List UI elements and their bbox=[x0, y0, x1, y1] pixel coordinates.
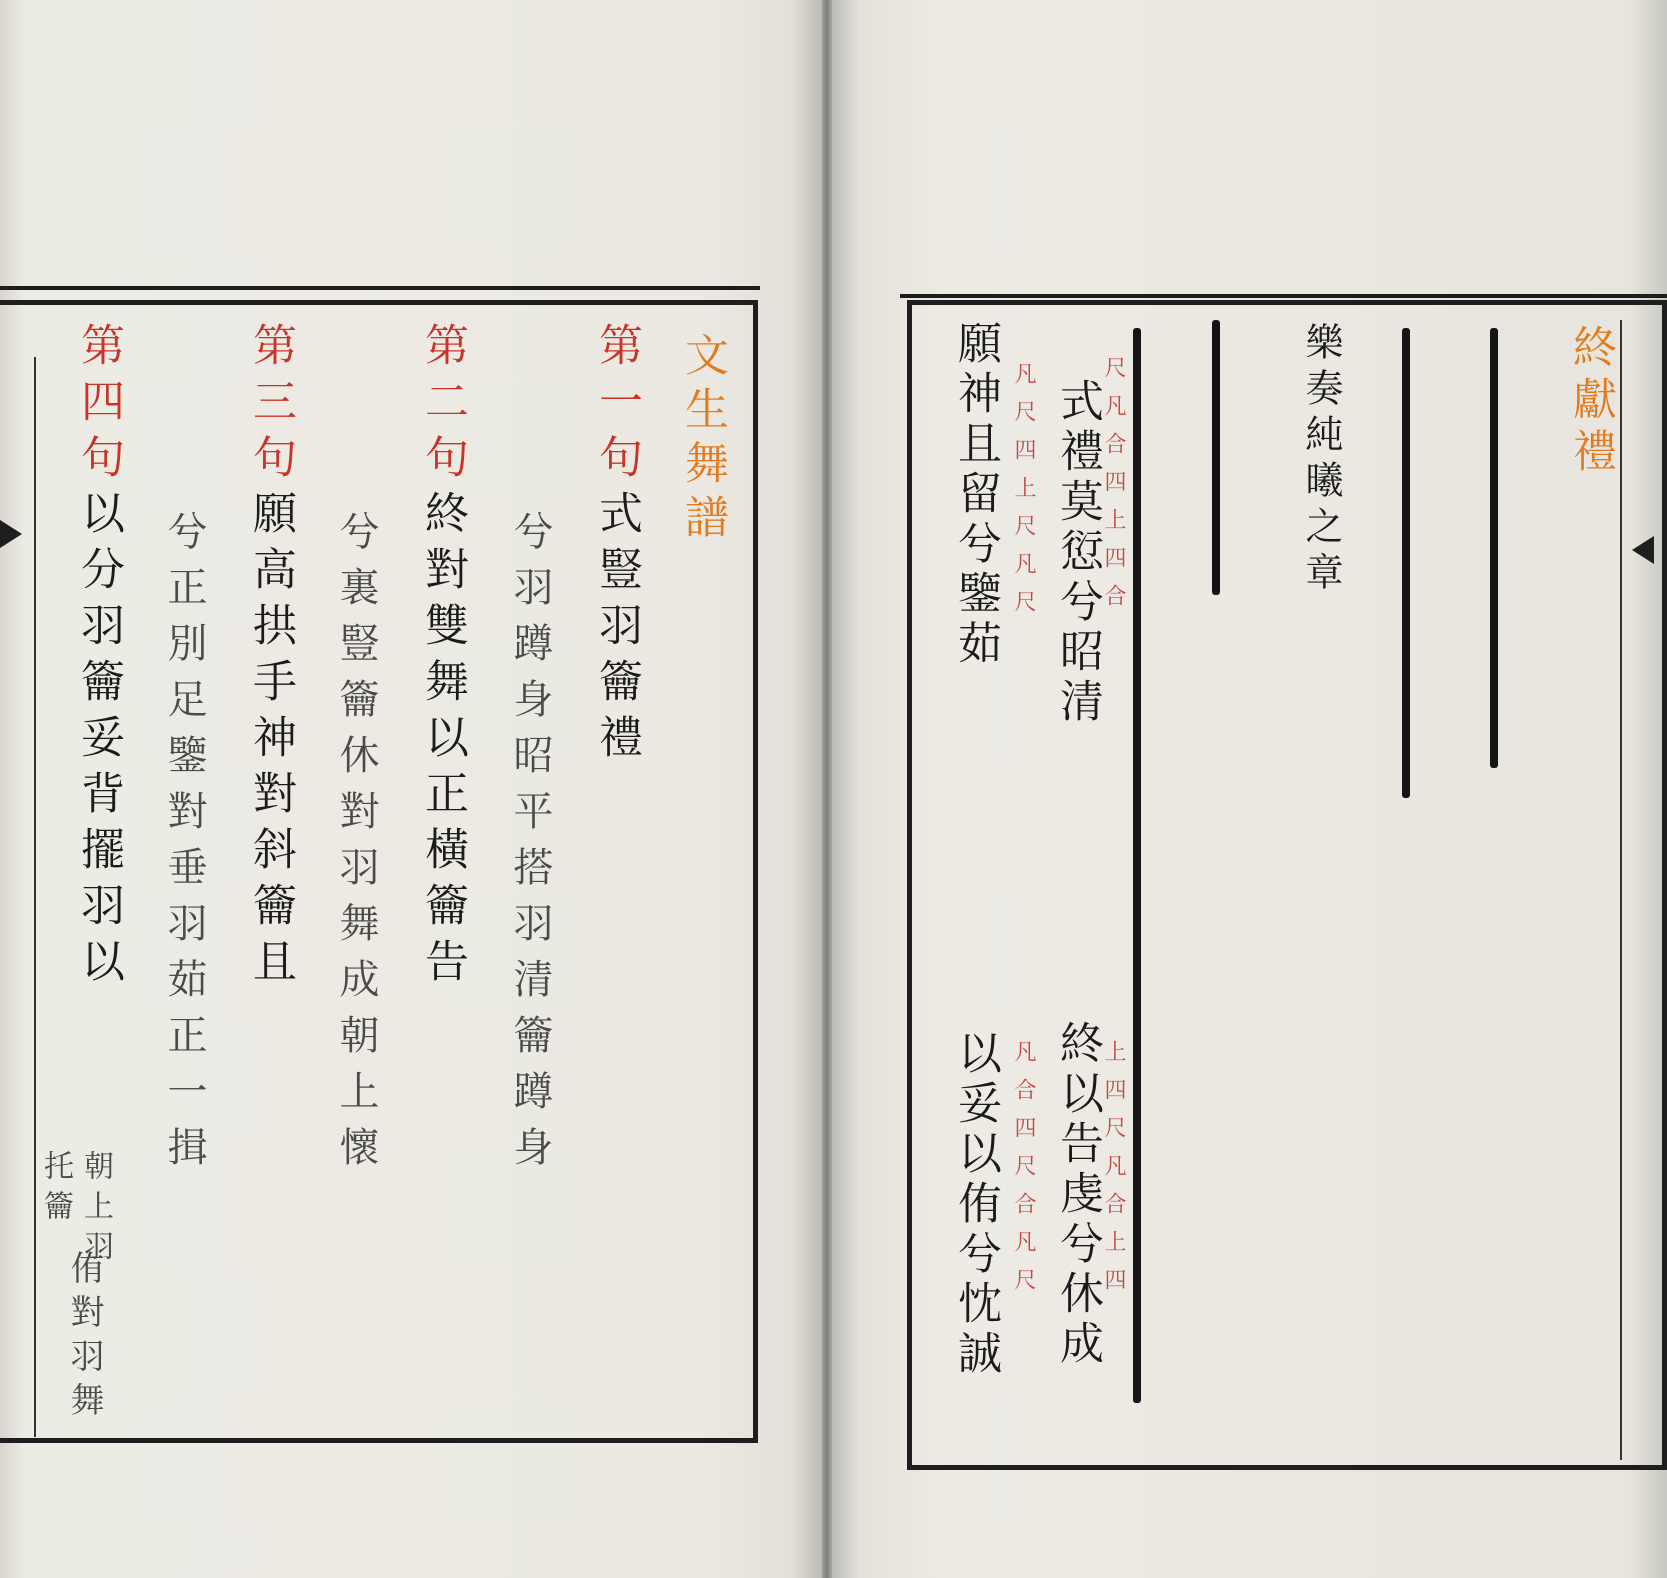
left-fishtail bbox=[0, 520, 22, 548]
right-heading: 樂奏純曦之章 bbox=[1299, 322, 1343, 598]
column-6 bbox=[154, 510, 214, 1182]
left-inner-rule bbox=[34, 357, 36, 1437]
column-4 bbox=[326, 510, 386, 1182]
column-6-sub: 正一揖 bbox=[161, 1014, 207, 1182]
lyric-line-2: 願神且留兮鑒茹 bbox=[950, 320, 1001, 670]
column-3 bbox=[412, 322, 472, 994]
column-7 bbox=[68, 322, 128, 994]
column-1 bbox=[586, 322, 646, 770]
notation-1a: 尺凡合四上四合 bbox=[1101, 356, 1126, 622]
column-7-sub2: 托籥 bbox=[38, 1150, 73, 1230]
column-7-main: 以分羽籥妥背擺羽以 bbox=[73, 490, 124, 994]
notation-1b: 凡尺四上尺凡尺 bbox=[1011, 362, 1036, 628]
column-4-main: 兮裏豎籥休對羽舞成 bbox=[333, 510, 379, 1014]
lyric-line-4: 以妥以侑兮忱誠 bbox=[950, 1030, 1001, 1380]
lyric-line-1: 式禮莫愆兮昭清 bbox=[1052, 378, 1103, 728]
manchu-column-4 bbox=[1133, 328, 1141, 1403]
left-top-rule bbox=[0, 286, 760, 290]
right-title: 終獻禮 bbox=[1565, 324, 1616, 480]
manchu-column-2 bbox=[1402, 328, 1410, 798]
column-5-head: 第三句 bbox=[245, 322, 296, 490]
column-6-main: 兮正別足鑒對垂羽茹 bbox=[161, 510, 207, 1014]
column-4-sub: 朝上懷 bbox=[333, 1014, 379, 1182]
left-title bbox=[672, 332, 732, 548]
column-7-sub1: 朝上羽 bbox=[78, 1150, 113, 1270]
right-top-rule bbox=[900, 294, 1667, 298]
column-2-sub: 籥蹲身 bbox=[507, 1014, 553, 1182]
manchu-column-1 bbox=[1490, 328, 1498, 768]
column-5 bbox=[240, 322, 300, 994]
lyric-line-3: 終以告虔兮休成 bbox=[1052, 1020, 1103, 1370]
column-7-head: 第四句 bbox=[73, 322, 124, 490]
column-3-head: 第二句 bbox=[417, 322, 468, 490]
column-5-main: 願高拱手神對斜籥且 bbox=[245, 490, 296, 994]
column-2 bbox=[500, 510, 560, 1182]
column-2-main: 兮羽蹲身昭平搭羽清 bbox=[507, 510, 553, 1014]
notation-2b: 凡合四尺合凡尺 bbox=[1011, 1040, 1036, 1306]
column-1-main: 式豎羽籥禮 bbox=[591, 490, 642, 770]
left-title-text: 文生舞譜 bbox=[677, 332, 728, 548]
column-7-sub3: 侑對羽舞 bbox=[64, 1250, 104, 1426]
column-1-head: 第一句 bbox=[591, 322, 642, 490]
column-3-main: 終對雙舞以正橫籥告 bbox=[417, 490, 468, 994]
right-fishtail bbox=[1632, 536, 1654, 564]
right-inner-rule bbox=[1620, 320, 1622, 1460]
book-gutter bbox=[822, 0, 832, 1578]
notation-2a: 上四尺凡合上四 bbox=[1101, 1040, 1126, 1306]
manchu-column-3 bbox=[1212, 320, 1220, 595]
